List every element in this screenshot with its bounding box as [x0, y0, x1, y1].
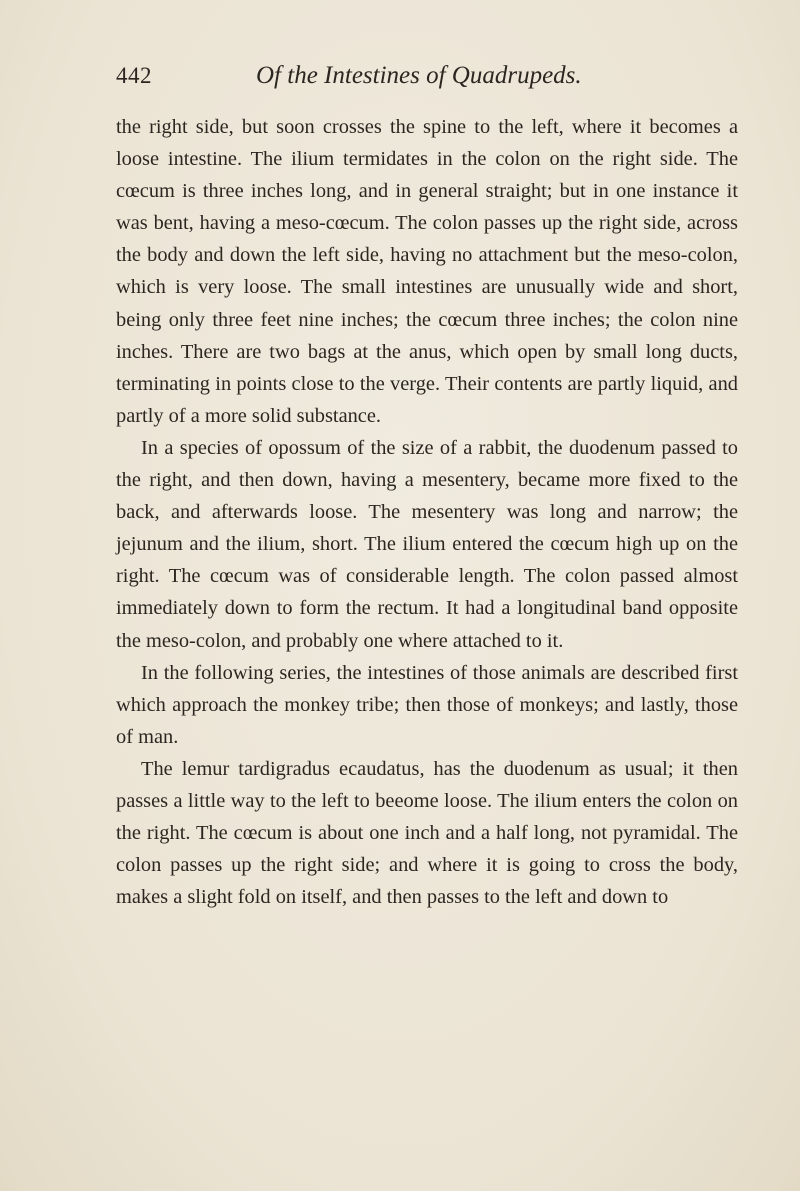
body-text: [116, 111, 738, 913]
page-number: 442: [116, 63, 152, 88]
running-head: [116, 62, 736, 96]
paragraph-series-intro: In the following series, the intestines of those animals are described first which approach the monkey tribe; then those of monkeys; and lastly, those of man.: [116, 661, 738, 748]
paragraph-continuation: the right side, but soon crosses the spine to the left, where it becomes a loose intestine. The ilium termidates in the colon on the right side. The cœcum is three inches long, and in general straight; but in one instance it was bent, having a meso-cœcum. The colon passes up the right side, across the body and down the left side, having no attachment but the meso-colon, which is very loose. The small intestines are unusually wide and short, being only three feet nine inches; the cœcum three inches; the colon nine inches. There are two bags at the anus, which open by small long ducts, terminating in points close to the verge. Their contents are partly liquid, and partly of a more solid substance.: [116, 116, 738, 427]
paragraph-lemur: The lemur tardigradus ecaudatus, has the duodenum as usual; it then passes a little way to the left to beeome loose. The ilium enters the colon on the right. The cœcum is about one inch and a half long, not pyramidal. The colon passes up the right side; and where it is going to cross the body, makes a slight fold on itself, and then passes to the left and down to: [116, 757, 738, 909]
running-title: Of the Intestines of Quadrupeds.: [256, 62, 582, 89]
paragraph-opossum: In a species of opossum of the size of a rabbit, the duodenum passed to the right, and then down, having a mesentery, became more fixed to the back, and afterwards loose. The mesentery was long and narrow; the jejunum and the ilium, short. The ilium entered the cœcum high up on the right. The cœcum was of considerable length. The colon passed almost immediately down to form the rectum. It had a longitudinal band opposite the meso-colon, and probably one where attached to it.: [116, 436, 738, 652]
